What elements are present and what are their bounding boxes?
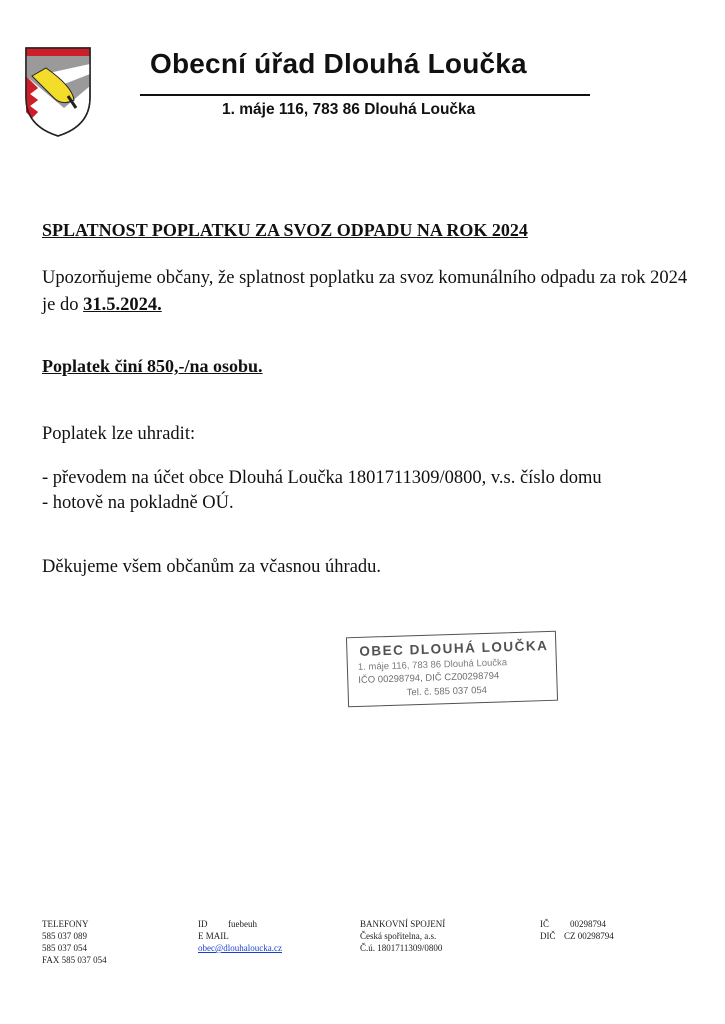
footer-phone-2: 585 037 054	[42, 943, 87, 953]
stamp-line-4: Tel. č. 585 037 054	[406, 684, 488, 699]
official-stamp	[346, 631, 558, 708]
organization-name: Obecní úřad Dlouhá Loučka	[150, 48, 527, 79]
footer-phone-1: 585 037 089	[42, 931, 87, 941]
payment-method-transfer: - převodem na účet obce Dlouhá Loučka 1801711309/0800, v.s. číslo domu	[42, 468, 602, 488]
payment-method-cash: - hotově na pokladně OÚ.	[42, 493, 234, 513]
header-divider	[140, 94, 590, 96]
footer-contact	[198, 918, 282, 954]
fee-amount: Poplatek činí 850,-/na osobu.	[42, 356, 263, 376]
notice-text: Upozorňujeme občany, že splatnost poplatku za svoz komunálního odpadu za rok 2024 je do	[42, 268, 688, 315]
footer-dic-value: CZ 00298794	[564, 931, 614, 941]
stamp-line-2: 1. máje 116, 783 86 Dlouhá Loučka	[357, 657, 508, 673]
payment-methods-list	[42, 466, 602, 516]
footer-ic-value: 00298794	[570, 919, 606, 929]
footer-fax: FAX 585 037 054	[42, 955, 107, 965]
footer-phones-label: TELEFONY	[42, 919, 89, 929]
footer-email-label: E MAIL	[198, 931, 229, 941]
due-date: 31.5.2024.	[83, 295, 162, 315]
payment-heading: Poplatek lze uhradit:	[42, 424, 196, 444]
stamp-line-3: IČO 00298794, DIČ CZ00298794	[358, 670, 500, 686]
footer-bank	[360, 918, 445, 954]
footer-email-link[interactable]: obec@dlouhaloucka.cz	[198, 943, 283, 953]
organization-address: 1. máje 116, 783 86 Dlouhá Loučka	[222, 101, 476, 118]
notice-paragraph	[42, 265, 702, 319]
footer-bank-name: Česká spořitelna, a.s.	[360, 931, 437, 941]
footer-id-label: ID	[198, 919, 208, 929]
notice-title: SPLATNOST POPLATKU ZA SVOZ ODPADU NA ROK 2024	[42, 220, 528, 240]
footer-ic-label: IČ	[540, 919, 549, 929]
stamp-line-1: OBEC DLOUHÁ LOUČKA	[359, 637, 549, 659]
thanks-line: Děkujeme všem občanům za včasnou úhradu.	[42, 557, 382, 577]
footer-bank-label: BANKOVNÍ SPOJENÍ	[360, 919, 446, 929]
footer-bank-account: Č.ú. 1801711309/0800	[360, 943, 443, 953]
footer-ids	[540, 918, 614, 942]
footer-phones	[42, 918, 107, 966]
footer-id-value: fuebeuh	[228, 919, 257, 929]
footer-dic-label: DIČ	[540, 931, 556, 941]
municipal-coat-of-arms-icon	[24, 46, 92, 138]
